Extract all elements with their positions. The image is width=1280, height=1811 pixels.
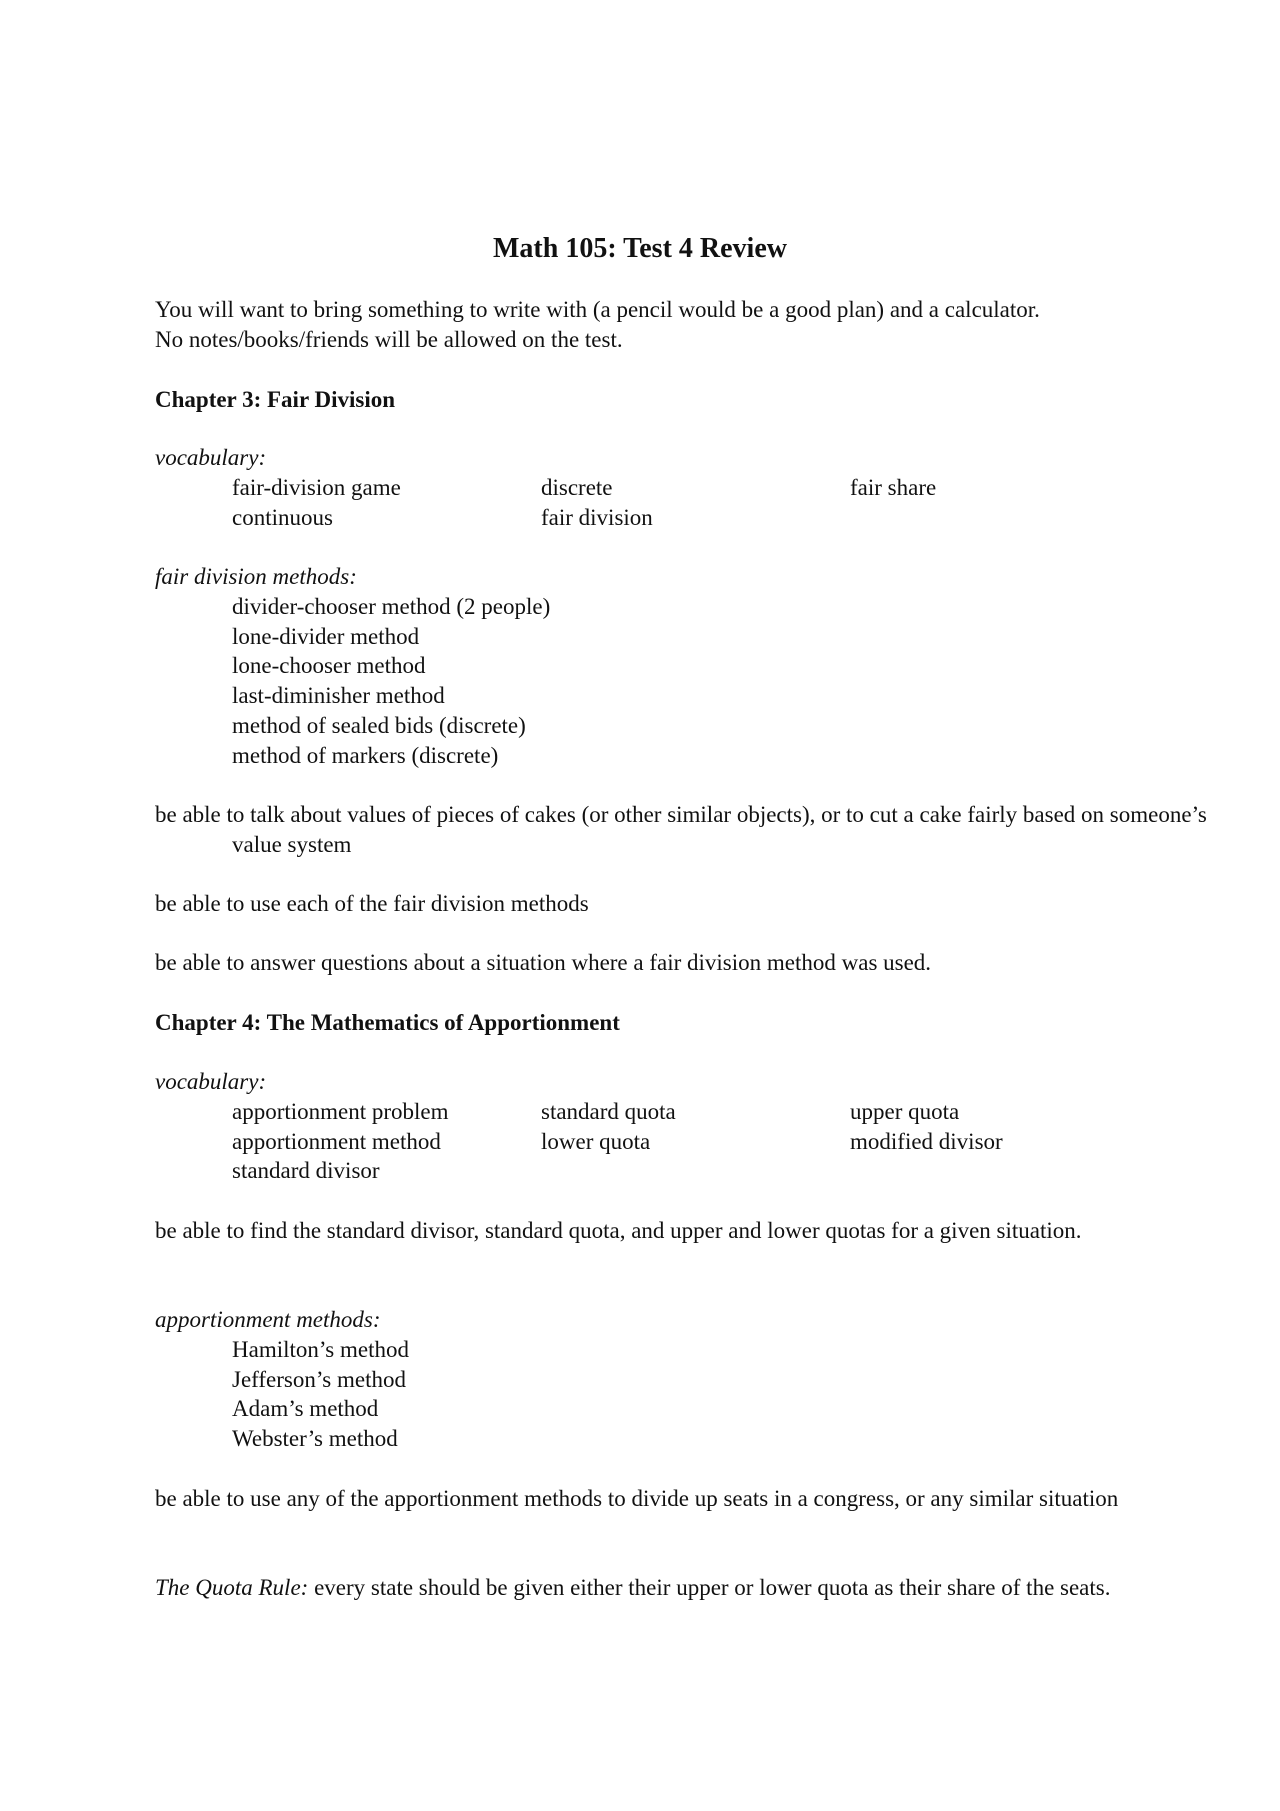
quota-rule-label: The Quota Rule: [155, 1575, 309, 1600]
method-list-item: lone-divider method [232, 624, 420, 649]
vocab-term: apportionment problem [232, 1099, 449, 1124]
goal-find-quotas: be able to find the standard divisor, standard quota, and upper and lower quotas for a given situation. [155, 1218, 1082, 1243]
method-list-item: lone-chooser method [232, 653, 426, 678]
vocab-term: fair division [541, 505, 653, 530]
vocab-term: continuous [232, 505, 333, 530]
method-list-item: method of sealed bids (discrete) [232, 713, 526, 738]
method-list-item: Jefferson’s method [232, 1367, 406, 1392]
method-list-item: Webster’s method [232, 1426, 398, 1451]
chapter-4-vocab-row [0, 1097, 1280, 1127]
chapter-3-vocab-row [0, 473, 1280, 503]
chapter-3-heading: Chapter 3: Fair Division [155, 387, 396, 412]
goal-cake-values: be able to talk about values of pieces of cakes (or other similar objects), or to cut a cake fairly based on someone’s value system [155, 802, 1207, 857]
intro-line-1: You will want to bring something to write with (a pencil would be a good plan) and a calculator. [155, 297, 1040, 322]
method-list-item: Adam’s method [232, 1396, 379, 1421]
method-list-item: last-diminisher method [232, 683, 445, 708]
vocab-term: modified divisor [850, 1129, 1003, 1154]
vocab-term: fair share [850, 475, 937, 500]
intro-line-2: No notes/books/friends will be allowed on the test. [155, 327, 623, 352]
quota-rule-paragraph [155, 1573, 1252, 1603]
chapter-4-vocab-row [0, 1156, 1280, 1186]
vocab-term: upper quota [850, 1099, 960, 1124]
method-list-item: Hamilton’s method [232, 1337, 409, 1362]
fair-division-methods-label: fair division methods: [155, 564, 357, 589]
vocab-term: lower quota [541, 1129, 651, 1154]
chapter-3-vocab-row [0, 503, 1280, 533]
page-title: Math 105: Test 4 Review [493, 233, 787, 264]
goal-answer-questions: be able to answer questions about a situation where a fair division method was used. [155, 950, 932, 975]
intro-paragraph [155, 295, 1175, 355]
method-list-item: method of markers (discrete) [232, 743, 499, 768]
chapter-4-vocab-row [0, 1127, 1280, 1157]
chapter-4-heading: Chapter 4: The Mathematics of Apportionment [155, 1010, 620, 1035]
apportionment-methods-label: apportionment methods: [155, 1307, 381, 1332]
vocab-term: standard divisor [232, 1158, 380, 1183]
vocab-term: fair-division game [232, 475, 401, 500]
vocab-term: apportionment method [232, 1129, 441, 1154]
vocab-term: standard quota [541, 1099, 676, 1124]
goal-use-fair-division-methods: be able to use each of the fair division methods [155, 891, 589, 916]
chapter-4-vocabulary-label: vocabulary: [155, 1069, 267, 1094]
vocab-term: discrete [541, 475, 613, 500]
quota-rule-text: every state should be given either their upper or lower quota as their share of the seats. [308, 1575, 1111, 1600]
goal-use-apportionment-methods: be able to use any of the apportionment methods to divide up seats in a congress, or any similar situation [155, 1486, 1119, 1511]
chapter-3-vocabulary-label: vocabulary: [155, 445, 267, 470]
method-list-item: divider-chooser method (2 people) [232, 594, 551, 619]
